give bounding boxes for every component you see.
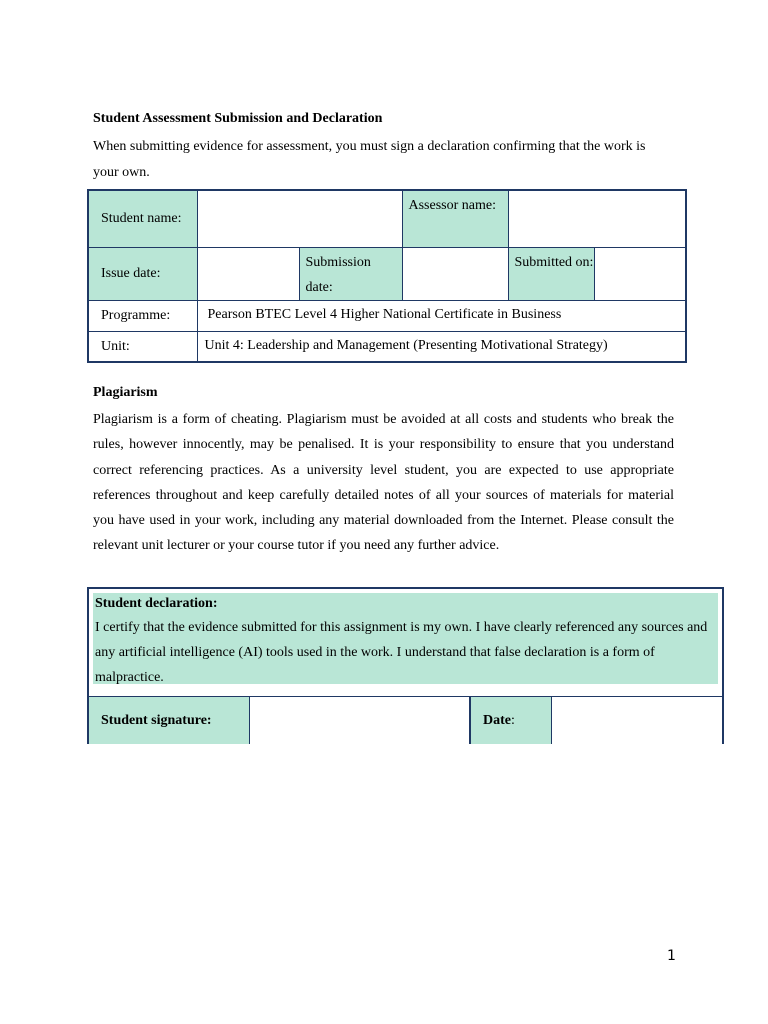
declaration-statement: I certify that the evidence submitted for this assignment is my own. I have clearly referenced any sources and any artificial intelligence (AI) tools used in the work. I understand that false declaration is a form of malpractice. (95, 620, 708, 685)
plagiarism-heading: Plagiarism (93, 385, 158, 400)
submission-date-field[interactable] (402, 247, 508, 300)
table-row (88, 300, 686, 331)
student-signature-field[interactable] (250, 697, 471, 744)
page-heading: Student Assessment Submission and Declaration (93, 111, 383, 126)
issue-date-field[interactable] (197, 247, 299, 300)
date-label-text: Date (483, 713, 511, 728)
programme-label: Programme: (88, 300, 197, 331)
signature-row (89, 697, 722, 744)
programme-value: Pearson BTEC Level 4 Higher National Certificate in Business (197, 300, 686, 331)
date-label (471, 697, 552, 744)
unit-value: Unit 4: Leadership and Management (Presenting Motivational Strategy) (197, 331, 686, 362)
assessor-name-field[interactable] (508, 190, 686, 247)
declaration-title: Student declaration: (95, 596, 218, 611)
student-declaration-box (87, 587, 724, 744)
declaration-text-block (93, 593, 718, 684)
unit-label: Unit: (88, 331, 197, 362)
submitted-on-label: Submitted on: (508, 247, 594, 300)
assessor-name-label: Assessor name: (402, 190, 508, 247)
table-row (88, 247, 686, 300)
issue-date-label: Issue date: (88, 247, 197, 300)
plagiarism-paragraph: Plagiarism is a form of cheating. Plagiarism must be avoided at all costs and students who break the rules, however innocently, may be penalised. It is your responsibility to ensure that you understand correct referencing practices. As a university level student, you are expected to use appropriate references throughout and keep carefully detailed notes of all your sources of materials for material you have used in your work, including any material downloaded from the Internet. Please consult the relevant unit lecturer or your course tutor if you need any further advice. (93, 412, 674, 554)
date-field[interactable] (552, 697, 722, 744)
submission-date-label: Submission date: (299, 247, 402, 300)
intro-paragraph: When submitting evidence for assessment, you must sign a declaration confirming that the work is your own. (93, 139, 646, 180)
student-name-label: Student name: (88, 190, 197, 247)
table-row (88, 331, 686, 362)
date-label-colon: : (511, 713, 515, 728)
page-number: 1 (667, 948, 676, 964)
submitted-on-field[interactable] (594, 247, 686, 300)
student-name-field[interactable] (197, 190, 402, 247)
student-info-table (87, 189, 687, 363)
table-row (88, 190, 686, 247)
student-signature-label: Student signature: (89, 697, 250, 744)
